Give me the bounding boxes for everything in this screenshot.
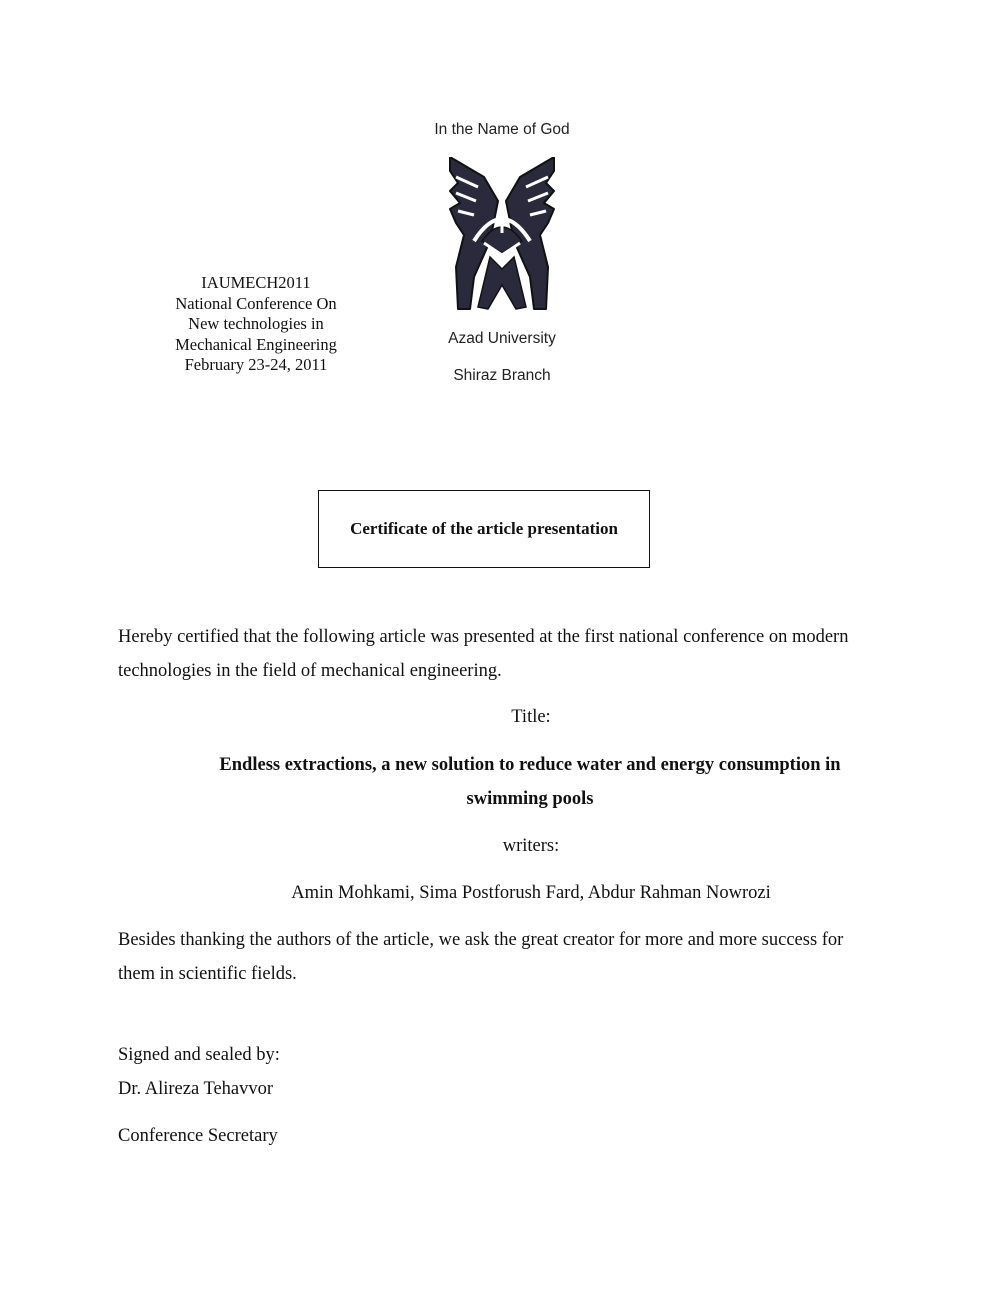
- university-branch: Shiraz Branch: [453, 367, 551, 384]
- writers-label: writers:: [502, 836, 560, 856]
- signer-name: Dr. Alireza Tehavvor: [118, 1079, 274, 1099]
- signed-label: Signed and sealed by:: [118, 1045, 280, 1065]
- conference-name-line1: National Conference On: [175, 293, 337, 313]
- certificate-title-box: [318, 490, 650, 568]
- conference-name-line2: New technologies in: [188, 314, 324, 333]
- azad-university-emblem-icon: [446, 157, 558, 315]
- title-label: Title:: [511, 707, 551, 727]
- university-name: Azad University: [448, 330, 556, 347]
- article-title: Endless extractions, a new solution to reduce water and energy consumption in swimming pools: [219, 755, 841, 809]
- closing-paragraph: Besides thanking the authors of the article, we ask the great creator for more and more success for them in scientific fields.: [118, 930, 844, 984]
- certificate-title: Certificate of the article presentation: [350, 519, 618, 538]
- signer-role: Conference Secretary: [118, 1126, 278, 1146]
- conference-date: February 23-24, 2011: [184, 355, 328, 374]
- conference-info: [150, 273, 362, 376]
- conference-code: IAUMECH2011: [201, 273, 311, 292]
- authors-list: Amin Mohkami, Sima Postforush Fard, Abdur Rahman Nowrozi: [291, 883, 771, 903]
- invocation-line: In the Name of God: [434, 121, 570, 138]
- conference-name-line3: Mechanical Engineering: [175, 334, 337, 354]
- intro-paragraph: Hereby certified that the following article was presented at the first national conference on modern technologies in the field of mechanical engineering.: [118, 627, 849, 681]
